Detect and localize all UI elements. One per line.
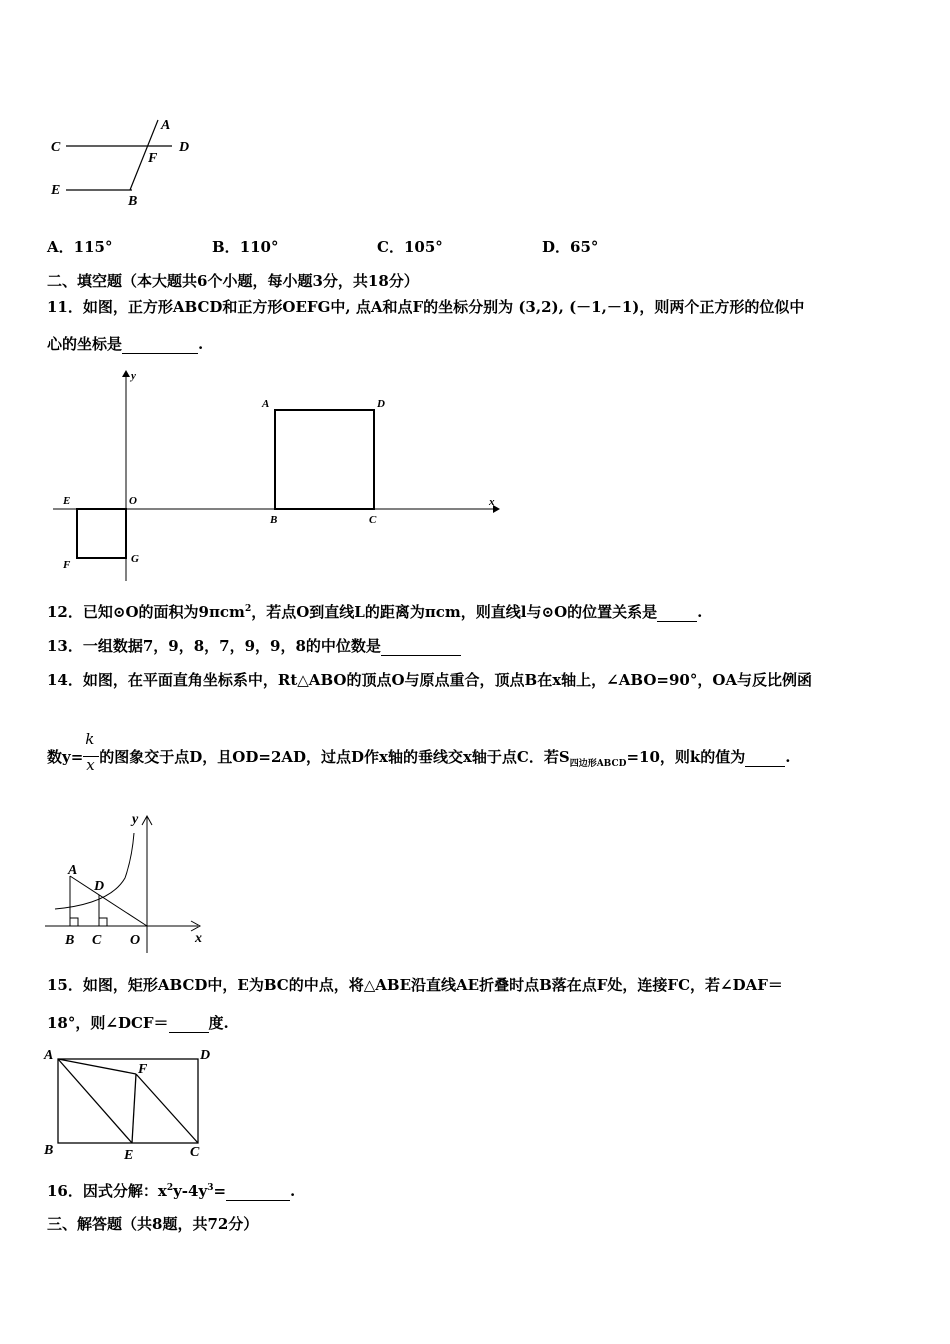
q14-answer-blank[interactable]	[745, 748, 785, 767]
label-a: A	[68, 863, 78, 878]
q14-line1: 14．如图，在平面直角坐标系中，Rt△ABO的顶点O与原点重合，顶点B在x轴上，∠ABO=90°，OA与反比例函	[47, 671, 813, 689]
q15-answer-blank[interactable]	[169, 1014, 209, 1033]
label-c: C	[51, 140, 61, 155]
label-b: B	[270, 514, 278, 526]
q13-text: 13．一组数据7，9，8，7，9，9，8的中位数是	[47, 635, 461, 656]
segment-fe	[132, 1074, 136, 1143]
option-b: B．110°	[212, 238, 279, 256]
label-d: D	[377, 398, 385, 410]
label-b: B	[44, 1143, 54, 1158]
label-o: O	[129, 495, 137, 507]
label-c: C	[369, 514, 377, 526]
label-f: F	[148, 151, 158, 166]
label-y: y	[132, 812, 139, 827]
label-f: F	[63, 559, 71, 571]
label-x: x	[489, 496, 495, 508]
fraction-k-over-x: $\frac{k}{x}$	[83, 738, 99, 778]
y-axis-arrow	[122, 370, 130, 377]
label-b: B	[65, 933, 75, 948]
square-oefg	[77, 509, 126, 558]
hyperbola-curve	[55, 833, 134, 909]
parallel-lines-figure	[40, 110, 210, 215]
label-e: E	[124, 1148, 134, 1163]
q13-answer-blank[interactable]	[381, 637, 461, 656]
label-d: D	[179, 140, 190, 155]
label-x: x	[195, 931, 202, 946]
q12-answer-blank[interactable]	[657, 603, 697, 622]
section-2-title: 二、填空题（本大题共6个小题，每小题3分，共18分）	[47, 272, 419, 290]
label-a: A	[161, 118, 171, 133]
section-3-title: 三、解答题（共8题，共72分）	[47, 1215, 259, 1233]
q11-line1: 11．如图，正方形ABCD和正方形OEFG中, 点A和点F的坐标分别为 (3,2), (－1,－1)，则两个正方形的位似中	[47, 298, 805, 316]
label-o: O	[130, 933, 141, 948]
label-e: E	[63, 495, 71, 507]
label-c: C	[92, 933, 102, 948]
q16-answer-blank[interactable]	[226, 1182, 290, 1201]
squares-coordinate-figure	[45, 365, 505, 590]
label-g: G	[131, 553, 139, 565]
q15-line1: 15．如图，矩形ABCD中，E为BC的中点，将△ABE沿直线AE折叠时点B落在点F处，连接FC，若∠DAF＝	[47, 976, 783, 994]
label-d: D	[94, 879, 105, 894]
q14-line2: 数y= $\frac{k}{x}$ 的图象交于点D，且OD=2AD，过点D作x轴的垂线交x轴于点C．若$S_{四边形ABCD}=10$，则k的值为 .	[47, 738, 791, 778]
segment-fc	[136, 1074, 198, 1143]
option-d: D．65°	[542, 238, 599, 256]
label-a: A	[44, 1048, 54, 1063]
q11-answer-blank[interactable]	[122, 335, 198, 354]
right-angle-b	[70, 918, 78, 926]
q15-line2: 18°，则∠DCF＝ 度.	[47, 1014, 229, 1032]
label-f: F	[138, 1062, 148, 1077]
label-d: D	[200, 1048, 211, 1063]
rectangle-fold-figure	[40, 1043, 225, 1165]
right-angle-c	[99, 918, 107, 926]
option-a: A．115°	[47, 238, 113, 256]
label-c: C	[190, 1145, 200, 1160]
option-c: C．105°	[377, 238, 443, 256]
inverse-function-figure	[40, 808, 215, 953]
label-a: A	[262, 398, 270, 410]
q12-text: 12．已知⊙O的面积为9πcm$^2$，若点O到直线L的距离为πcm，则直线l与⊙O的位置关系是 .	[47, 603, 703, 621]
rectangle-abcd	[58, 1059, 198, 1143]
label-e: E	[51, 183, 61, 198]
q16-text: 16．因式分解：$x^2y-4y^3=$ .	[47, 1182, 296, 1200]
segment-ao	[70, 876, 147, 926]
square-abcd	[275, 410, 374, 509]
label-b: B	[128, 194, 138, 209]
q11-line2: 心的坐标是 .	[47, 335, 204, 353]
label-y: y	[131, 370, 136, 382]
